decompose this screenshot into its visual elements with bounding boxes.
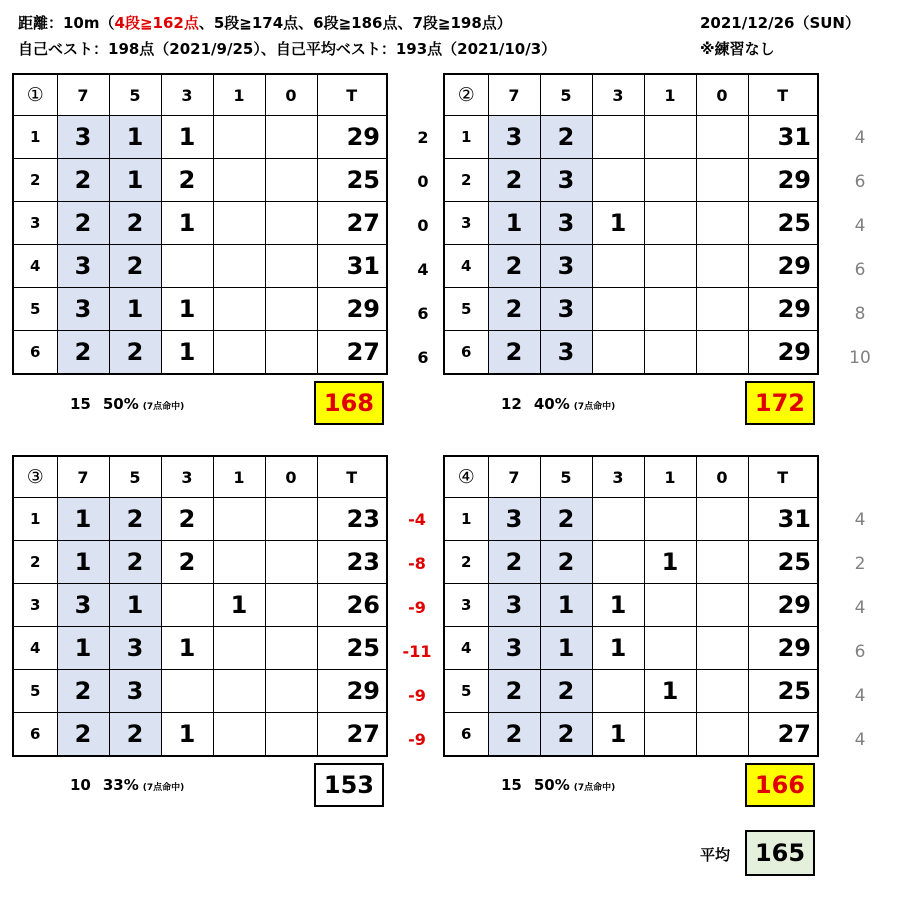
end-total: 25	[748, 670, 818, 713]
score-count	[265, 627, 317, 670]
score-count: 2	[540, 116, 592, 159]
score-count: 3	[540, 288, 592, 331]
score-count	[696, 670, 748, 713]
diff-mark: -8	[408, 554, 426, 573]
score-count	[213, 331, 265, 375]
score-count: 2	[488, 245, 540, 288]
score-count	[696, 245, 748, 288]
score-count	[592, 245, 644, 288]
score-count	[213, 245, 265, 288]
score-count	[265, 584, 317, 627]
score-count: 1	[161, 331, 213, 375]
column-header: 1	[644, 456, 696, 498]
score-count: 3	[57, 288, 109, 331]
end-number: 3	[444, 202, 488, 245]
table-row	[13, 713, 387, 757]
table-row	[444, 713, 818, 757]
column-header: 3	[161, 456, 213, 498]
score-count: 1	[540, 627, 592, 670]
score-count	[213, 627, 265, 670]
end-total: 25	[748, 202, 818, 245]
diff-mark: 0	[417, 216, 429, 235]
score-count	[696, 159, 748, 202]
score-count: 3	[57, 245, 109, 288]
cumulative-mark: 6	[854, 172, 866, 192]
score-count: 3	[540, 331, 592, 375]
score-count: 2	[57, 331, 109, 375]
end-number: 5	[444, 670, 488, 713]
score-count: 1	[592, 713, 644, 757]
score-count: 2	[57, 159, 109, 202]
score-count	[265, 541, 317, 584]
score-count	[644, 202, 696, 245]
score-count	[644, 159, 696, 202]
end-number: 5	[444, 288, 488, 331]
column-header: 7	[488, 456, 540, 498]
hit-percent: 40%	[533, 395, 570, 413]
score-count: 1	[109, 584, 161, 627]
score-count	[265, 159, 317, 202]
header-row	[444, 456, 818, 498]
score-count: 2	[488, 670, 540, 713]
column-header: 3	[592, 74, 644, 116]
round-label: ④	[444, 456, 488, 498]
table-row	[444, 541, 818, 584]
table-row	[444, 331, 818, 375]
score-count: 1	[161, 288, 213, 331]
cumulative-mark: 10	[849, 348, 871, 368]
end-number: 2	[444, 159, 488, 202]
end-number: 6	[13, 713, 57, 757]
score-count	[696, 627, 748, 670]
hit-note: (7点命中)	[573, 402, 616, 412]
end-number: 5	[13, 288, 57, 331]
score-count: 2	[488, 159, 540, 202]
score-count: 2	[161, 541, 213, 584]
score-count	[696, 331, 748, 375]
rank4-threshold: 4段≧162点	[114, 14, 199, 32]
score-count	[696, 498, 748, 541]
diff-mark: 0	[417, 172, 429, 191]
hit-count: 15	[501, 776, 522, 794]
score-count: 1	[109, 159, 161, 202]
score-count: 2	[488, 288, 540, 331]
end-total: 23	[317, 498, 387, 541]
end-total: 25	[748, 541, 818, 584]
score-count	[696, 541, 748, 584]
table-row	[444, 584, 818, 627]
score-count: 1	[592, 584, 644, 627]
column-header: 3	[592, 456, 644, 498]
round-2-total: 172	[745, 381, 815, 425]
score-count	[696, 584, 748, 627]
cumulative-mark: 4	[854, 216, 866, 236]
header-distance-line	[18, 12, 512, 33]
hit-note: (7点命中)	[142, 402, 185, 412]
score-count: 2	[57, 713, 109, 757]
end-total: 29	[748, 627, 818, 670]
round-3-total: 153	[314, 763, 384, 807]
column-header: T	[748, 456, 818, 498]
round-1-total: 168	[314, 381, 384, 425]
end-number: 6	[444, 331, 488, 375]
score-count	[644, 584, 696, 627]
table-row	[13, 541, 387, 584]
score-count	[696, 288, 748, 331]
score-count: 1	[57, 627, 109, 670]
score-count	[213, 713, 265, 757]
table-row	[444, 670, 818, 713]
score-count	[644, 288, 696, 331]
end-total: 26	[317, 584, 387, 627]
hit-count: 15	[70, 395, 91, 413]
header-row	[13, 74, 387, 116]
score-count: 2	[161, 498, 213, 541]
end-total: 27	[748, 713, 818, 757]
score-count: 2	[109, 202, 161, 245]
round-label: ①	[13, 74, 57, 116]
cumulative-mark: 6	[854, 260, 866, 280]
score-count	[644, 245, 696, 288]
score-count	[592, 498, 644, 541]
score-count: 2	[161, 159, 213, 202]
score-count	[213, 670, 265, 713]
round-label: ③	[13, 456, 57, 498]
hit-note: (7点命中)	[142, 783, 185, 793]
table-row	[13, 498, 387, 541]
score-count: 3	[57, 584, 109, 627]
table-row	[444, 116, 818, 159]
score-count: 2	[488, 331, 540, 375]
score-count: 1	[109, 116, 161, 159]
header-note: ※練習なし	[700, 40, 775, 58]
score-count	[592, 331, 644, 375]
table-row	[13, 288, 387, 331]
cumulative-mark: 4	[854, 686, 866, 706]
score-count	[592, 288, 644, 331]
end-total: 31	[748, 116, 818, 159]
score-count	[644, 498, 696, 541]
score-count: 1	[592, 202, 644, 245]
cumulative-mark: 4	[854, 128, 866, 148]
end-number: 4	[13, 627, 57, 670]
score-count: 2	[57, 670, 109, 713]
end-number: 2	[444, 541, 488, 584]
column-header: 7	[57, 456, 109, 498]
score-count: 3	[109, 670, 161, 713]
score-count: 3	[488, 498, 540, 541]
diff-mark: -11	[402, 642, 432, 661]
score-count	[592, 159, 644, 202]
score-count	[213, 116, 265, 159]
average-value: 165	[745, 830, 815, 876]
score-count	[161, 245, 213, 288]
score-count: 3	[488, 116, 540, 159]
table-row	[444, 498, 818, 541]
score-count: 3	[57, 116, 109, 159]
end-number: 2	[13, 159, 57, 202]
table-row	[13, 331, 387, 375]
round-3-stats	[70, 776, 184, 794]
end-number: 6	[444, 713, 488, 757]
rank-thresholds: 、5段≧174点、6段≧186点、7段≧198点）	[198, 14, 512, 32]
cumulative-mark: 8	[854, 304, 866, 324]
header-row	[444, 74, 818, 116]
end-total: 25	[317, 627, 387, 670]
end-number: 1	[444, 498, 488, 541]
score-count	[696, 202, 748, 245]
diff-mark: 6	[417, 348, 429, 367]
score-count	[265, 288, 317, 331]
score-count	[644, 713, 696, 757]
column-header: 5	[109, 74, 161, 116]
hit-percent: 33%	[102, 776, 139, 794]
score-count: 1	[161, 713, 213, 757]
end-total: 29	[748, 245, 818, 288]
score-count: 2	[109, 541, 161, 584]
score-count: 2	[109, 331, 161, 375]
table-row	[13, 116, 387, 159]
score-count: 3	[540, 245, 592, 288]
score-count	[592, 670, 644, 713]
end-total: 29	[748, 584, 818, 627]
score-count: 1	[488, 202, 540, 245]
cumulative-mark: 4	[854, 598, 866, 618]
column-header: 1	[644, 74, 696, 116]
diff-mark: 4	[417, 260, 429, 279]
score-count	[213, 159, 265, 202]
score-count	[265, 331, 317, 375]
score-count: 1	[644, 670, 696, 713]
end-number: 6	[13, 331, 57, 375]
score-count: 2	[109, 498, 161, 541]
score-count	[592, 541, 644, 584]
hit-count: 10	[70, 776, 91, 794]
score-count: 2	[540, 498, 592, 541]
end-total: 23	[317, 541, 387, 584]
end-total: 25	[317, 159, 387, 202]
diff-mark: -9	[408, 730, 426, 749]
end-number: 1	[444, 116, 488, 159]
end-number: 1	[13, 116, 57, 159]
end-number: 3	[13, 584, 57, 627]
end-number: 3	[444, 584, 488, 627]
score-count	[696, 116, 748, 159]
score-count	[644, 331, 696, 375]
end-number: 1	[13, 498, 57, 541]
hit-count: 12	[501, 395, 522, 413]
column-header: 1	[213, 74, 265, 116]
score-count	[161, 584, 213, 627]
hit-note: (7点命中)	[573, 783, 616, 793]
score-count: 3	[540, 159, 592, 202]
table-row	[444, 627, 818, 670]
score-count: 2	[488, 541, 540, 584]
score-count	[265, 202, 317, 245]
column-header: 5	[540, 456, 592, 498]
score-count	[213, 498, 265, 541]
column-header: 0	[696, 74, 748, 116]
end-total: 29	[748, 159, 818, 202]
column-header: 3	[161, 74, 213, 116]
column-header: 0	[265, 456, 317, 498]
score-count: 2	[109, 713, 161, 757]
column-header: T	[317, 456, 387, 498]
score-count: 2	[540, 713, 592, 757]
end-total: 29	[748, 288, 818, 331]
table-row	[444, 159, 818, 202]
table-row	[13, 627, 387, 670]
end-number: 5	[13, 670, 57, 713]
round-table-4	[443, 455, 819, 757]
diff-mark: 6	[417, 304, 429, 323]
score-count	[592, 116, 644, 159]
header-row	[13, 456, 387, 498]
header-best-line: 自己ベスト：198点（2021/9/25）、自己平均ベスト：193点（2021/10/3）	[18, 40, 557, 58]
column-header: 7	[57, 74, 109, 116]
score-count	[161, 670, 213, 713]
end-total: 27	[317, 202, 387, 245]
score-count: 1	[161, 116, 213, 159]
score-count	[696, 713, 748, 757]
cumulative-mark: 2	[854, 554, 866, 574]
round-table-3	[12, 455, 388, 757]
score-count: 3	[540, 202, 592, 245]
score-count: 3	[488, 584, 540, 627]
score-count: 1	[161, 627, 213, 670]
round-table-2	[443, 73, 819, 375]
column-header: T	[317, 74, 387, 116]
table-row	[444, 288, 818, 331]
average-label: 平均	[700, 846, 731, 864]
score-count	[644, 116, 696, 159]
score-count: 1	[540, 584, 592, 627]
end-total: 27	[317, 331, 387, 375]
score-count	[265, 245, 317, 288]
round-4-total: 166	[745, 763, 815, 807]
score-count	[213, 202, 265, 245]
score-count: 3	[488, 627, 540, 670]
table-row	[13, 159, 387, 202]
score-count	[644, 627, 696, 670]
end-total: 27	[317, 713, 387, 757]
end-number: 4	[13, 245, 57, 288]
table-row	[13, 670, 387, 713]
score-count	[265, 116, 317, 159]
round-4-stats	[501, 776, 615, 794]
end-number: 3	[13, 202, 57, 245]
cumulative-mark: 4	[854, 510, 866, 530]
diff-mark: -4	[408, 510, 426, 529]
round-2-stats	[501, 395, 615, 413]
distance-text: 距離：10m（	[18, 14, 115, 32]
end-total: 31	[748, 498, 818, 541]
cumulative-mark: 4	[854, 730, 866, 750]
score-count: 1	[213, 584, 265, 627]
diff-mark: 2	[417, 128, 429, 147]
end-total: 29	[317, 116, 387, 159]
score-count	[265, 498, 317, 541]
diff-mark: -9	[408, 598, 426, 617]
end-number: 2	[13, 541, 57, 584]
score-count: 1	[109, 288, 161, 331]
end-total: 29	[317, 288, 387, 331]
score-count	[213, 288, 265, 331]
column-header: T	[748, 74, 818, 116]
score-count: 2	[57, 202, 109, 245]
table-row	[13, 245, 387, 288]
round-table-1	[12, 73, 388, 375]
table-row	[444, 245, 818, 288]
score-count: 1	[644, 541, 696, 584]
score-count: 1	[57, 541, 109, 584]
score-count: 2	[109, 245, 161, 288]
score-count: 2	[488, 713, 540, 757]
end-total: 29	[317, 670, 387, 713]
score-count: 1	[57, 498, 109, 541]
column-header: 0	[265, 74, 317, 116]
column-header: 7	[488, 74, 540, 116]
column-header: 0	[696, 456, 748, 498]
score-count	[213, 541, 265, 584]
column-header: 5	[109, 456, 161, 498]
score-count: 1	[592, 627, 644, 670]
end-number: 4	[444, 627, 488, 670]
score-count: 2	[540, 670, 592, 713]
diff-mark: -9	[408, 686, 426, 705]
round-1-stats	[70, 395, 184, 413]
end-total: 31	[317, 245, 387, 288]
score-count	[265, 670, 317, 713]
table-row	[444, 202, 818, 245]
score-count: 2	[540, 541, 592, 584]
hit-percent: 50%	[102, 395, 139, 413]
column-header: 1	[213, 456, 265, 498]
score-count	[265, 713, 317, 757]
table-row	[13, 202, 387, 245]
round-label: ②	[444, 74, 488, 116]
table-row	[13, 584, 387, 627]
score-count: 1	[161, 202, 213, 245]
cumulative-mark: 6	[854, 642, 866, 662]
score-count: 3	[109, 627, 161, 670]
hit-percent: 50%	[533, 776, 570, 794]
end-total: 29	[748, 331, 818, 375]
end-number: 4	[444, 245, 488, 288]
column-header: 5	[540, 74, 592, 116]
header-date: 2021/12/26（SUN）	[700, 14, 860, 32]
